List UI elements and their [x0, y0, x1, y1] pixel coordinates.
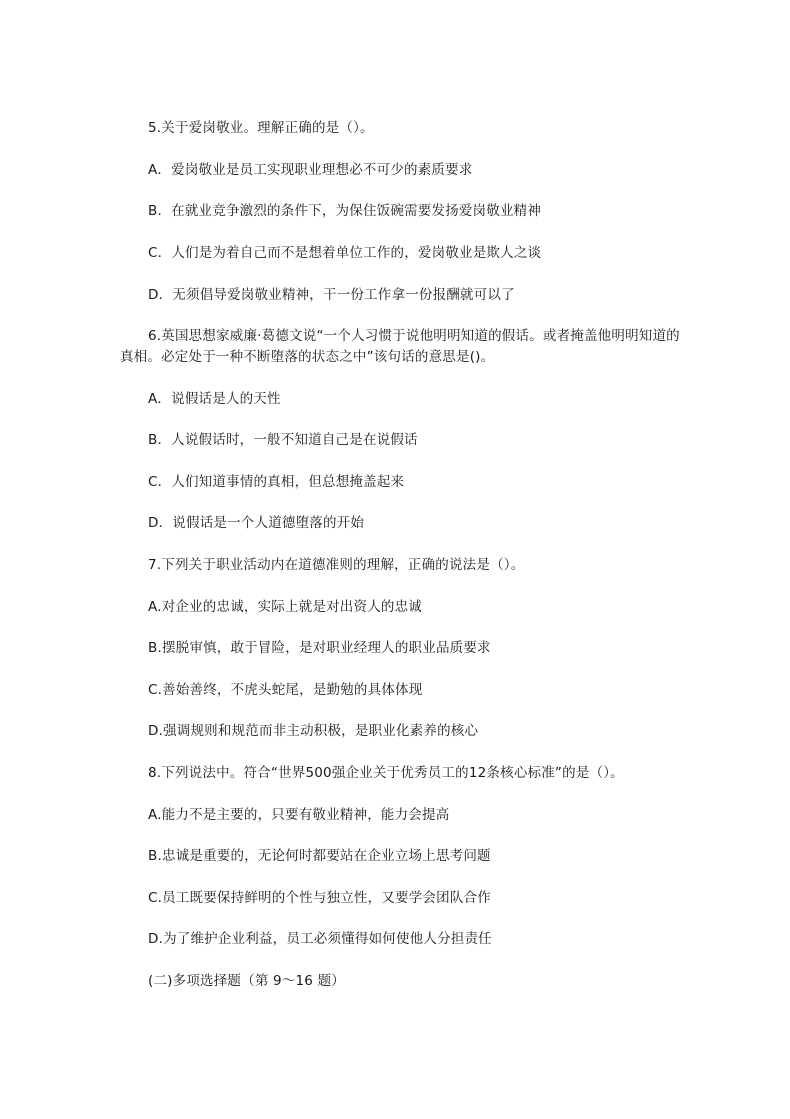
question-7-stem: 7.下列关于职业活动内在道德准则的理解，正确的说法是（）。 [148, 557, 525, 573]
section-heading: (二)多项选择题（第 9～16 题） [148, 973, 345, 989]
question-8-option-c: C.员工既要保持鲜明的个性与独立性，又要学会团队合作 [148, 890, 491, 906]
question-5-option-c: C．人们是为着自己而不是想着单位工作的，爱岗敬业是欺人之谈 [148, 245, 542, 261]
question-7-option-c: C.善始善终，不虎头蛇尾，是勤勉的具体体现 [148, 682, 423, 698]
question-7-option-a: A.对企业的忠诚，实际上就是对出资人的忠诚 [148, 599, 422, 615]
question-7-option-b: B.摆脱审慎，敢于冒险，是对职业经理人的职业品质要求 [148, 640, 491, 656]
question-8-stem: 8.下列说法中。符合“世界500强企业关于优秀员工的12条核心标准”的是（）。 [148, 765, 624, 781]
question-6-option-d: D．说假话是一个人道德堕落的开始 [148, 515, 365, 531]
question-8-option-a: A.能力不是主要的，只要有敬业精神，能力会提高 [148, 807, 450, 823]
question-5-option-d: D．无须倡导爱岗敬业精神，干一份工作拿一份报酬就可以了 [148, 287, 515, 303]
question-5-option-a: A．爱岗敬业是员工实现职业理想必不可少的素质要求 [148, 162, 473, 178]
question-6-option-b: B．人说假话时，一般不知道自己是在说假话 [148, 432, 418, 448]
question-6-option-a: A．说假话是人的天性 [148, 391, 281, 407]
question-5-option-b: B．在就业竞争激烈的条件下，为保住饭碗需要发扬爱岗敬业精神 [148, 203, 542, 219]
question-7-option-d: D.强调规则和规范而非主动积极，是职业化素养的核心 [148, 723, 479, 739]
question-8-option-d: D.为了维护企业利益，员工必须懂得如何使他人分担责任 [148, 931, 492, 947]
question-6-stem: 6.英国思想家威廉·葛德文说“一个人习惯于说他明明知道的假话。或者掩盖他明明知道的真相。必定处于一种不断堕落的状态之中”该句话的意思是()。 [120, 328, 680, 365]
question-6-option-c: C．人们知道事情的真相，但总想掩盖起来 [148, 474, 405, 490]
question-5-stem: 5.关于爱岗敬业。理解正确的是（）。 [148, 120, 374, 136]
question-8-option-b: B.忠诚是重要的，无论何时都要站在企业立场上思考问题 [148, 848, 491, 864]
